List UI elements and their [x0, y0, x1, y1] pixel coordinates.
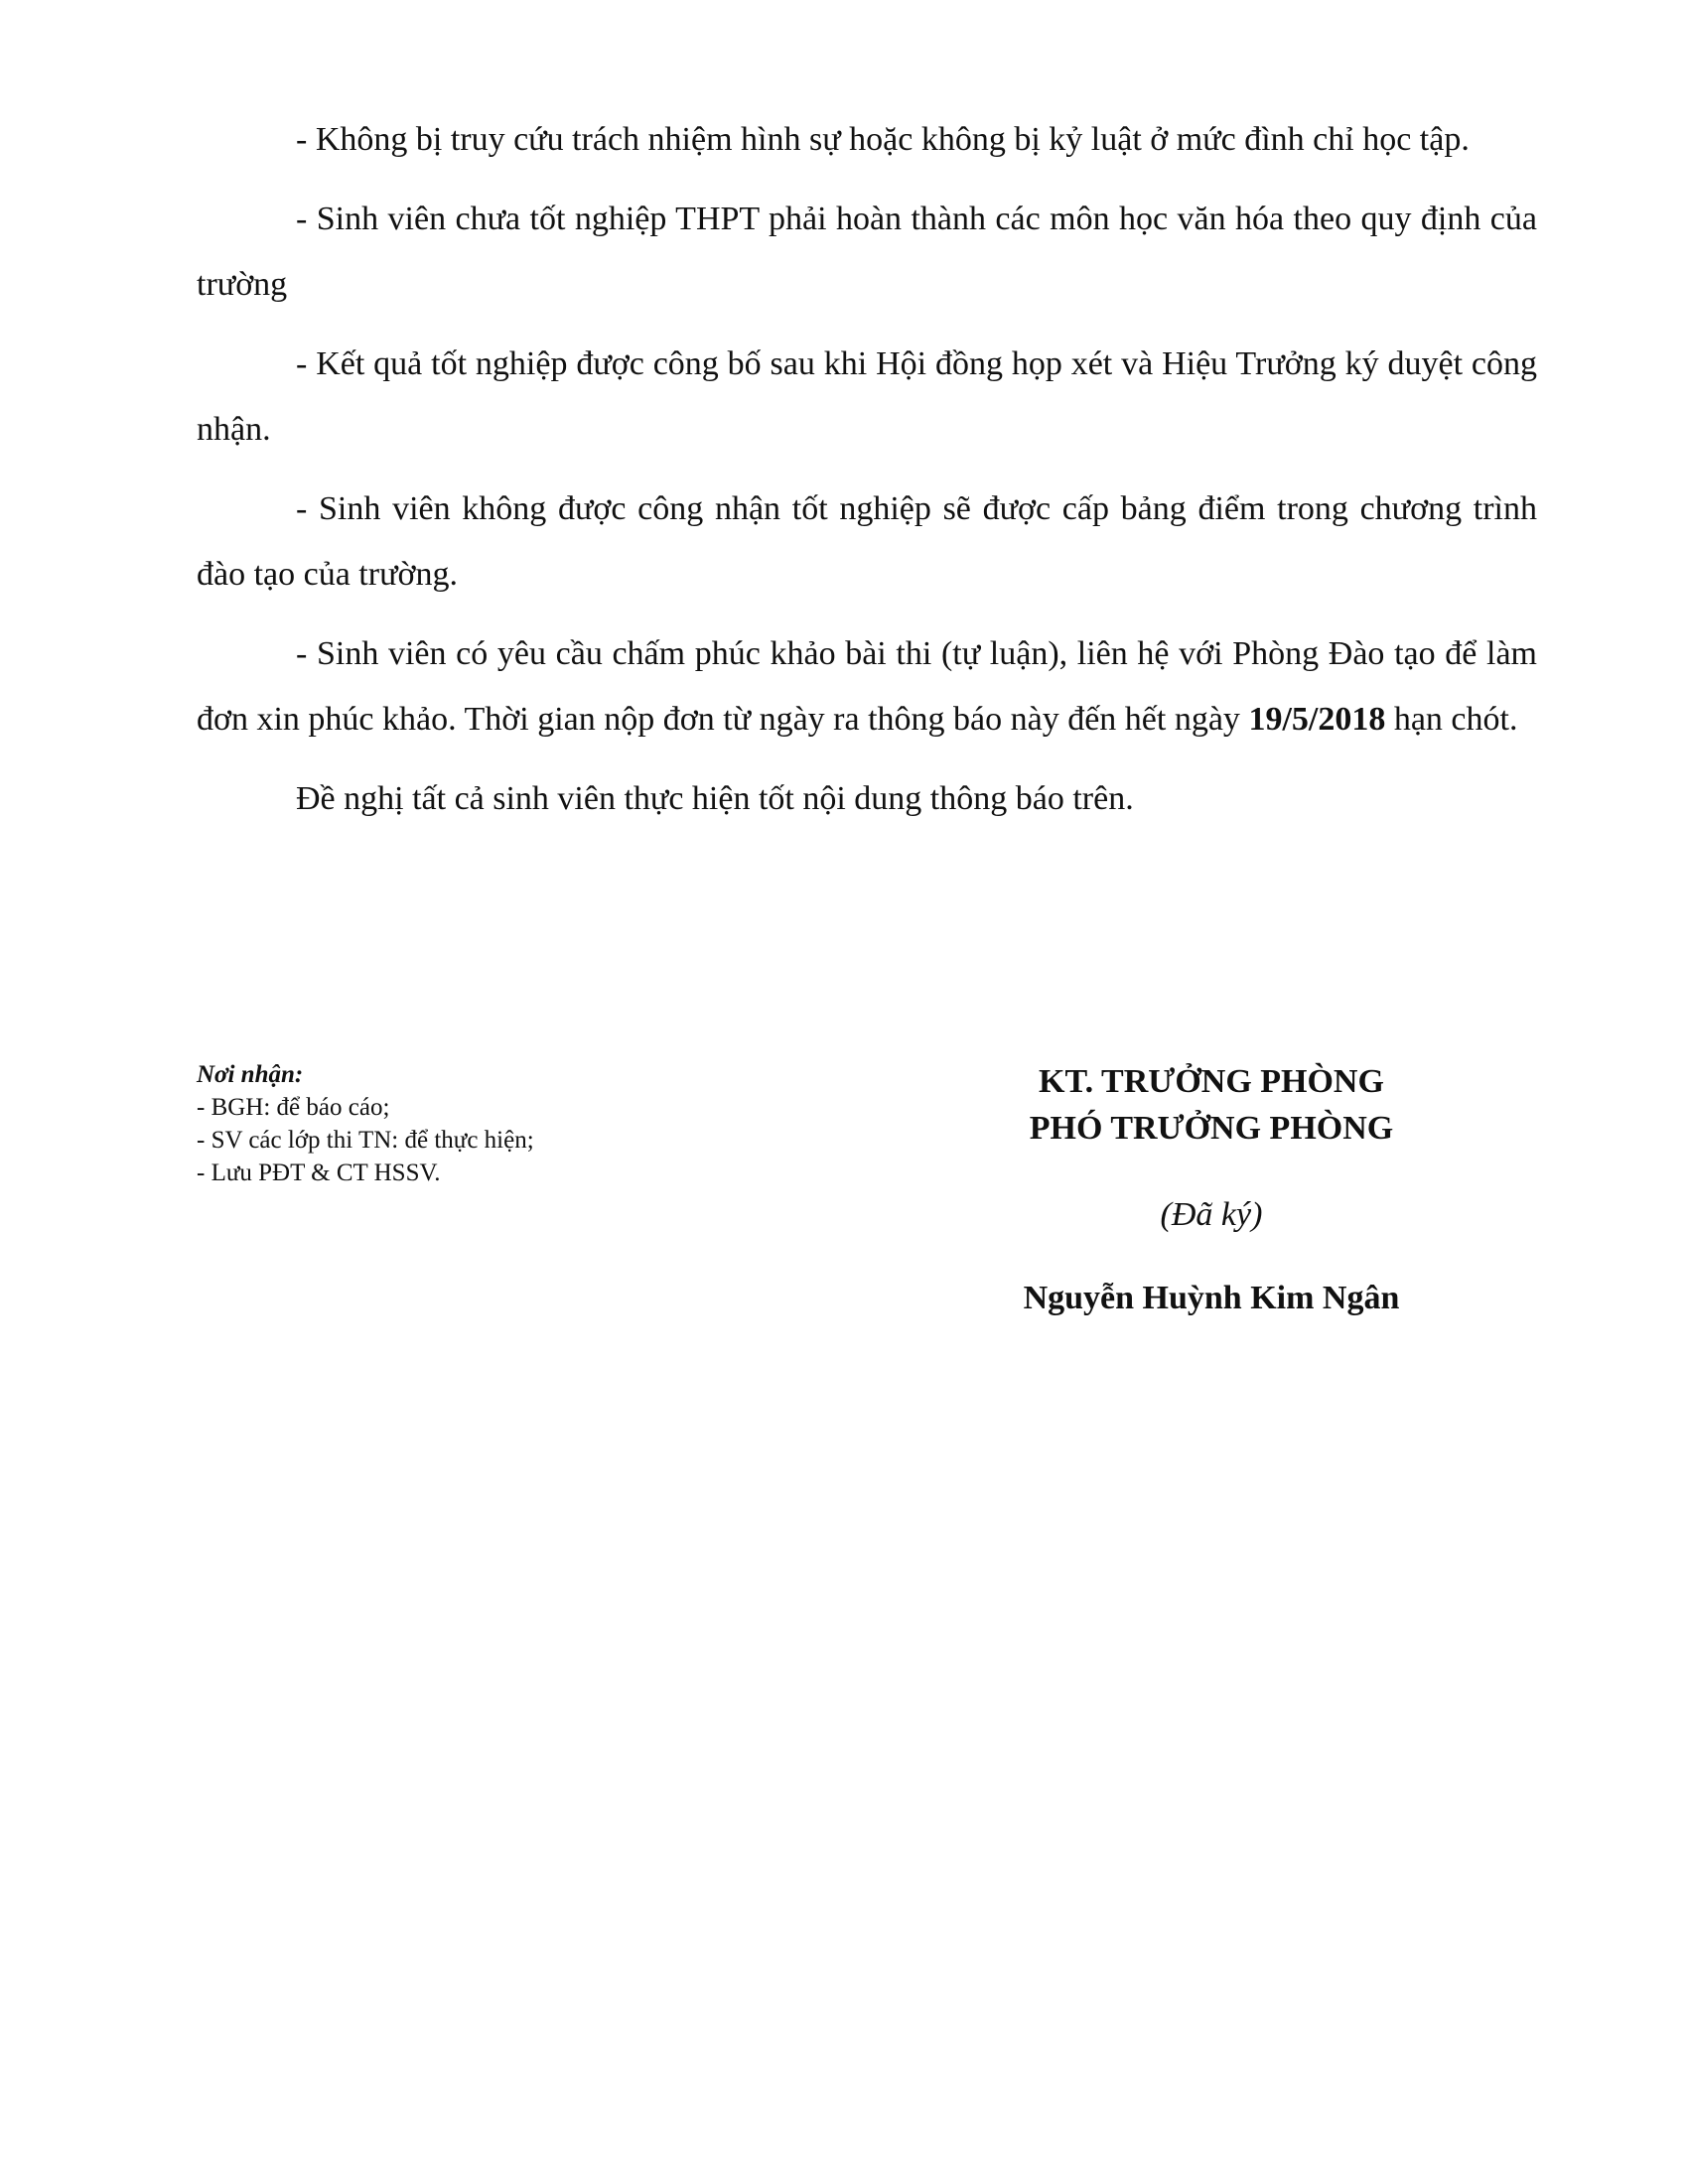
paragraph-appeal: [197, 621, 1537, 752]
recipients-block: [197, 1058, 812, 1189]
signature-title: KT. TRƯỞNG PHÒNG: [1039, 1063, 1384, 1100]
signature-block: [894, 1058, 1529, 1320]
signature-subtitle: PHÓ TRƯỞNG PHÒNG: [1029, 1110, 1394, 1147]
appeal-text-end: hạn chót.: [1385, 701, 1518, 738]
paragraph-closing: Đề nghị tất cả sinh viên thực hiện tốt nội dung thông báo trên.: [296, 780, 1134, 817]
paragraph-result-announcement: - Kết quả tốt nghiệp được công bố sau khi Hội đồng họp xét và Hiệu Trưởng ký duyệt công nhận.: [197, 345, 1537, 448]
appeal-deadline: 19/5/2018: [1248, 701, 1386, 738]
recipient-item: - Lưu PĐT & CT HSSV.: [197, 1160, 441, 1186]
recipient-item: - SV các lớp thi TN: để thực hiện;: [197, 1127, 534, 1154]
paragraph-thpt-requirement: - Sinh viên chưa tốt nghiệp THPT phải hoàn thành các môn học văn hóa theo quy định của trường: [197, 201, 1537, 303]
signed-note: (Đã ký): [1160, 1196, 1263, 1233]
signer-name: Nguyễn Huỳnh Kim Ngân: [1023, 1280, 1400, 1316]
paragraph-transcript: - Sinh viên không được công nhận tốt nghiệp sẽ được cấp bảng điểm trong chương trình đào tạo của trường.: [197, 490, 1537, 593]
recipients-title: Nơi nhận:: [197, 1061, 304, 1088]
notice-body: [197, 107, 1537, 846]
paragraph-no-discipline: - Không bị truy cứu trách nhiệm hình sự hoặc không bị kỷ luật ở mức đình chỉ học tập.: [296, 121, 1470, 158]
appeal-text: - Sinh viên có yêu cầu chấm phúc khảo bài thi (tự luận), liên hệ với Phòng Đào tạo để làm đơn xin phúc khảo. Thời gian nộp đơn từ ngày ra thông báo này đến hết ngày: [197, 635, 1537, 738]
recipient-item: - BGH: để báo cáo;: [197, 1094, 390, 1121]
